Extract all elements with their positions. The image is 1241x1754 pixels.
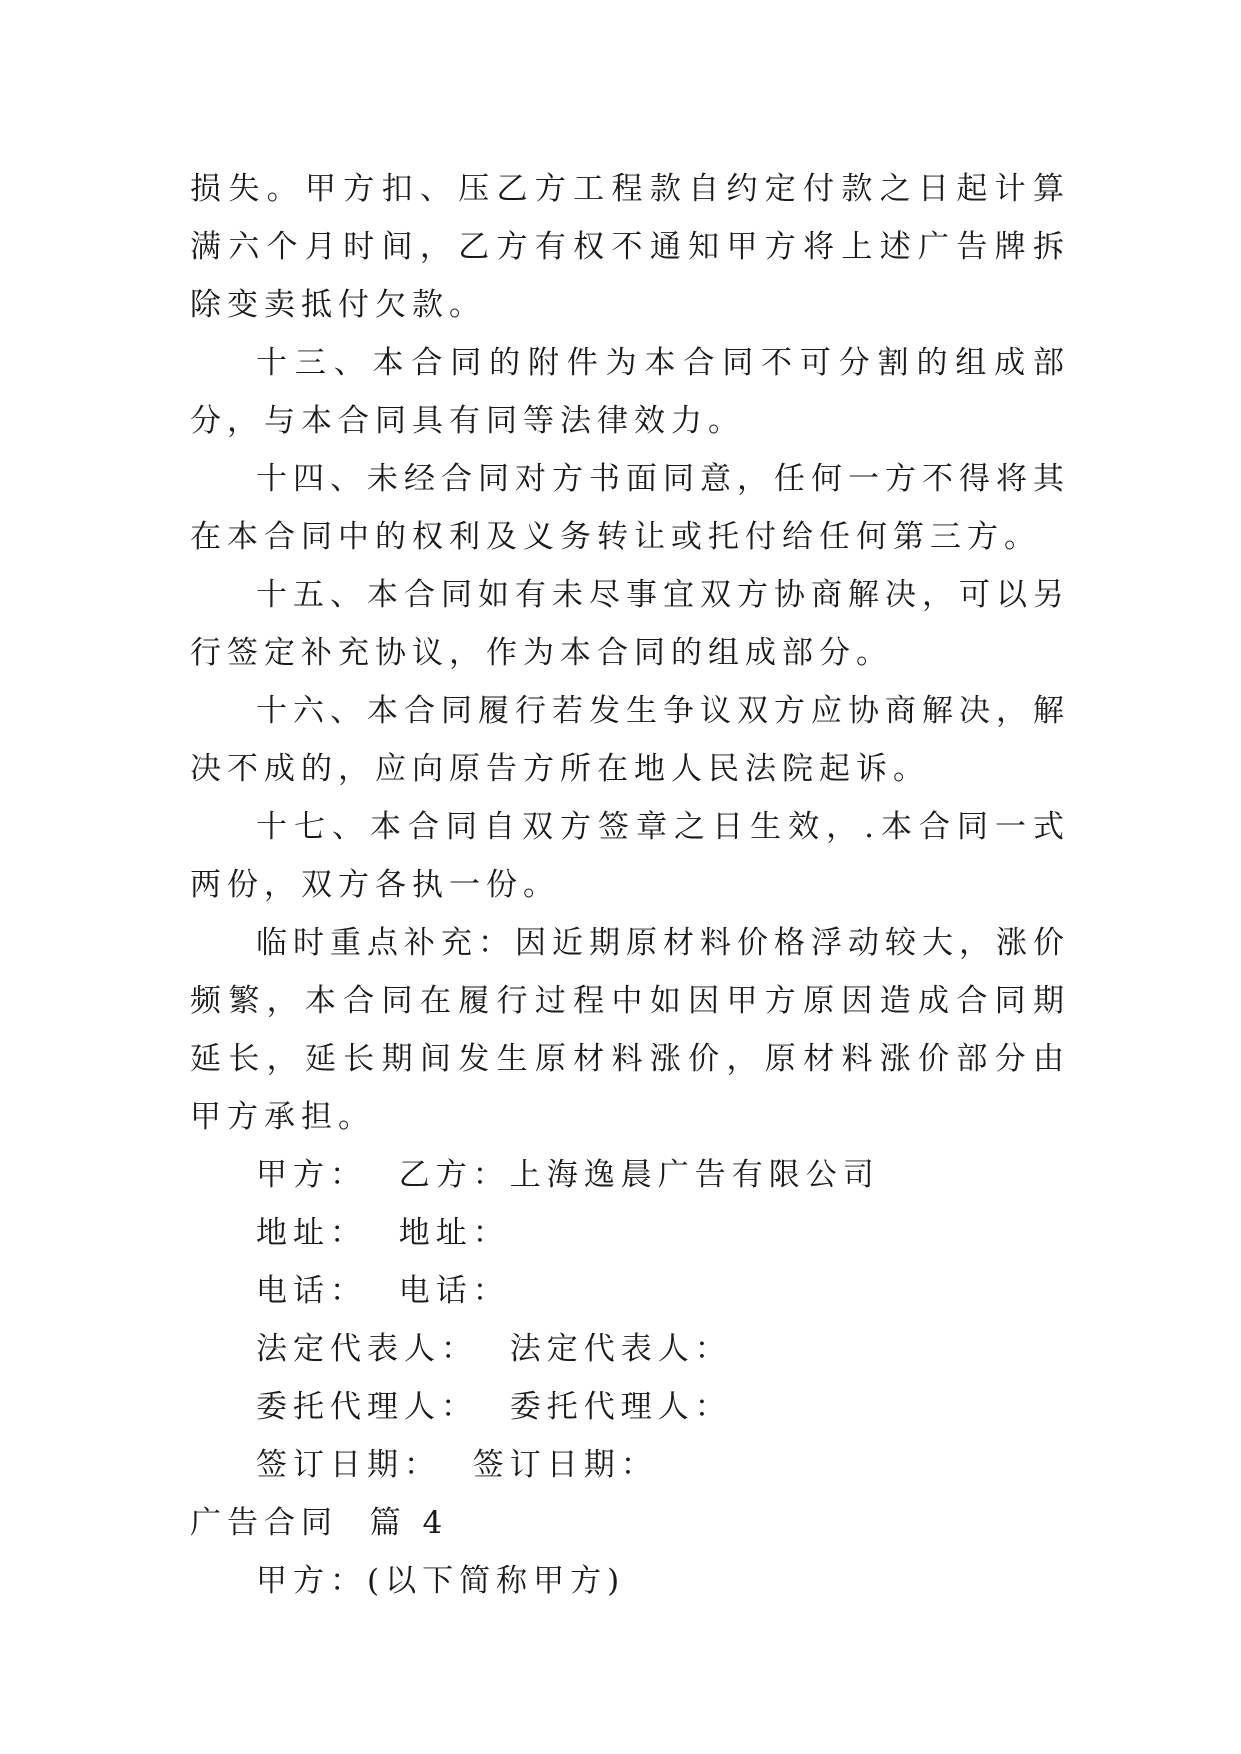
signature-agent-line: 委托代理人： 委托代理人： <box>256 1389 732 1425</box>
paragraph-clause-16: 十六、本合同履行若发生争议双方应协商解决，解决不成的，应向原告方所在地人民法院起诉。 <box>190 693 1070 787</box>
section-heading: 广告合同 篇 4 <box>190 1505 449 1541</box>
signature-party-line: 甲方： 乙方：上海逸晨广告有限公司 <box>256 1157 880 1193</box>
section-first-line: 甲方：(以下简称甲方) <box>256 1563 626 1599</box>
paragraph-loss-clause: 损失。甲方扣、压乙方工程款自约定付款之日起计算满六个月时间，乙方有权不通知甲方将上述广告牌拆除变卖抵付欠款。 <box>190 171 1070 323</box>
signature-date-line: 签订日期： 签订日期： <box>256 1447 658 1483</box>
paragraph-clause-14: 十四、未经合同对方书面同意，任何一方不得将其在本合同中的权利及义务转让或托付给任何第三方。 <box>190 461 1070 555</box>
paragraph-clause-17: 十七、本合同自双方签章之日生效，.本合同一式两份，双方各执一份。 <box>190 809 1070 903</box>
paragraph-supplement: 临时重点补充：因近期原材料价格浮动较大，涨价频繁，本合同在履行过程中如因甲方原因造成合同期延长，延长期间发生原材料涨价，原材料涨价部分由甲方承担。 <box>190 925 1070 1135</box>
paragraph-clause-13: 十三、本合同的附件为本合同不可分割的组成部分，与本合同具有同等法律效力。 <box>190 345 1070 439</box>
signature-legal-rep-line: 法定代表人： 法定代表人： <box>256 1331 732 1367</box>
signature-block <box>190 1146 1070 1494</box>
signature-address-line: 地址： 地址： <box>256 1215 510 1251</box>
signature-phone-line: 电话： 电话： <box>256 1273 510 1309</box>
paragraph-clause-15: 十五、本合同如有未尽事宜双方协商解决，可以另行签定补充协议，作为本合同的组成部分。 <box>190 577 1070 671</box>
document-body <box>190 160 1070 1610</box>
